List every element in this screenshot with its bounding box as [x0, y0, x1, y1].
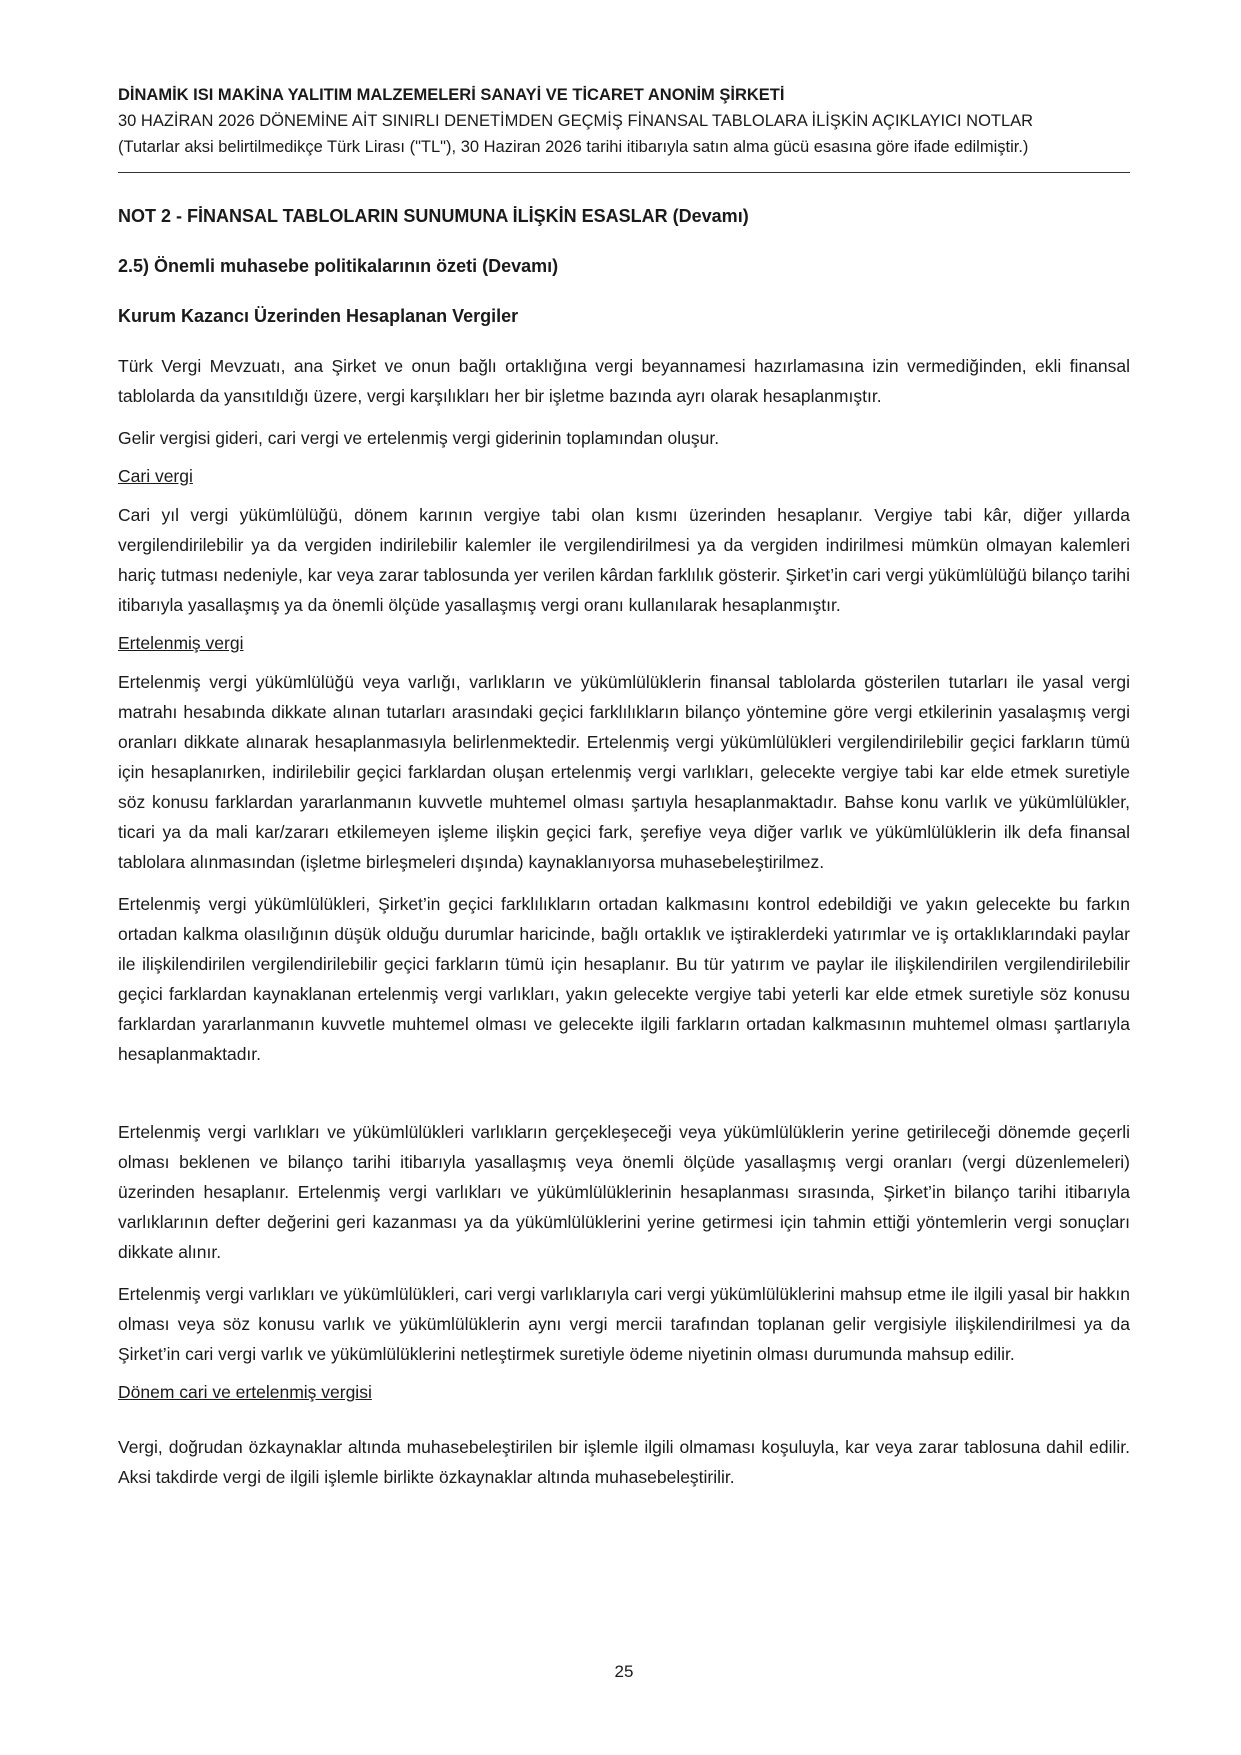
- company-name: DİNAMİK ISI MAKİNA YALITIM MALZEMELERİ SANAYİ VE TİCARET ANONİM ŞİRKETİ: [118, 86, 785, 104]
- page-number: 25: [614, 1662, 634, 1681]
- paragraph-4: Ertelenmiş vergi yükümlülüğü veya varlığı, varlıkların ve yükümlülüklerin finansal tablolarda gösterilen tutarları ile yasal vergi matrahı hesabında dikkate alınan tutarları arasındaki geçici farklılıkların bilanço yöntemine göre vergi etkilerinin yasalaşmış vergi oranları dikkate alınarak hesaplanmasıyla belirlenmektedir. Ertelenmiş vergi yükümlülükleri vergilendirilebilir geçici farkların tümü için hesaplanırken, indirilebilir geçici farklardan oluşan ertelenmiş vergi varlıkları, gelecekte vergiye tabi kar elde etmek suretiyle söz konusu farklardan yararlanmanın kuvvetle muhtemel olması şartıyla hesaplanmaktadır. Bahse konu varlık ve yükümlülükler, ticari ya da mali kar/zararı etkilemeyen işleme ilişkin geçici fark, şerefiye veya diğer varlık ve yükümlülüklerin ilk defa finansal tablolara alınmasından (işletme birleşmeleri dışında) kaynaklanıyorsa muhasebeleştirilmez.: [118, 672, 1130, 872]
- paragraph-5: Ertelenmiş vergi yükümlülükleri, Şirket’in geçici farklılıkların ortadan kalkmasını kontrol edebildiği ve yakın gelecekte bu farkın ortadan kalkma olasılığının düşük olduğu durumlar haricinde, bağlı ortaklık ve iştiraklerdeki yatırımlar ve iş ortaklıklarındaki paylar ile ilişkilendirilen vergilendirilebilir geçici farkların tümü için hesaplanır. Bu tür yatırım ve paylar ile ilişkilendirilen vergilendirilebilir geçici farklardan kaynaklanan ertelenmiş vergi varlıkları, yakın gelecekte vergiye tabi yeterli kar elde etmek suretiyle söz konusu farklardan yararlanmanın kuvvetle muhtemel olması ve gelecekte ilgili farkların ortadan kalkmasının muhtemel olması şartlarıyla hesaplanmaktadır.: [118, 894, 1130, 1064]
- paragraph-7: Ertelenmiş vergi varlıkları ve yükümlülükleri, cari vergi varlıklarıyla cari vergi yükümlülüklerini mahsup etme ile ilgili yasal bir hakkın olması veya söz konusu varlık ve yükümlülüklerin aynı vergi mercii tarafından toplanan gelir vergisiyle ilişkilendirilmesi ya da Şirket’in cari vergi varlık ve yükümlülüklerini netleştirmek suretiyle ödeme niyetinin olması durumunda mahsup edilir.: [118, 1284, 1130, 1364]
- header-divider: [118, 172, 1130, 173]
- page-header: [118, 82, 1130, 160]
- note-title: NOT 2 - FİNANSAL TABLOLARIN SUNUMUNA İLİŞKİN ESASLAR (Devamı): [118, 206, 749, 226]
- paragraph-8: Vergi, doğrudan özkaynaklar altında muhasebeleştirilen bir işlemle ilgili olmaması koşuluyla, kar veya zarar tablosuna dahil edilir. Aksi takdirde vergi de ilgili işlemle birlikte özkaynaklar altında muhasebeleştirilir.: [118, 1437, 1130, 1487]
- currency-note: (Tutarlar aksi belirtilmedikçe Türk Lirası ("TL"), 30 Haziran 2026 tarihi itibarıyla satın alma gücü esasına göre ifade edilmiştir.): [118, 138, 1029, 156]
- paragraph-3: Cari yıl vergi yükümlülüğü, dönem karının vergiye tabi olan kısmı üzerinden hesaplanır. Vergiye tabi kâr, diğer yıllarda vergilendirilebilir ya da vergiden indirilebilir kalemler ile vergilendirilmesi ya da vergiden indirilmesi mümkün olmayan kalemleri hariç tutması nedeniyle, kar veya zarar tablosunda yer verilen kârdan farklılık gösterir. Şirket’in cari vergi yükümlülüğü bilanço tarihi itibarıyla yasallaşmış ya da önemli ölçüde yasallaşmış vergi oranı kullanılarak hesaplanmıştır.: [118, 505, 1130, 615]
- paragraph-6: Ertelenmiş vergi varlıkları ve yükümlülükleri varlıkların gerçekleşeceği veya yükümlülüklerin yerine getirileceği dönemde geçerli olması beklenen ve bilanço tarihi itibarıyla yasallaşmış veya önemli ölçüde yasallaşmış vergi oranları (vergi düzenlemeleri) üzerinden hesaplanır. Ertelenmiş vergi varlıkları ve yükümlülüklerinin hesaplanması sırasında, Şirket’in bilanço tarihi itibarıyla varlıklarının defter değerini geri kazanması ya da yükümlülüklerini yerine getirmesi için tahmin ettiği yöntemlerin vergi sonuçları dikkate alınır.: [118, 1122, 1130, 1262]
- donem-vergisi-heading: Dönem cari ve ertelenmiş vergisi: [118, 1382, 372, 1402]
- section-subtitle: 2.5) Önemli muhasebe politikalarının özeti (Devamı): [118, 256, 559, 276]
- page-content: [118, 204, 1130, 1492]
- report-subtitle: 30 HAZİRAN 2026 DÖNEMİNE AİT SINIRLI DENETİMDEN GEÇMİŞ FİNANSAL TABLOLARA İLİŞKİN AÇIKLAYICI NOTLAR: [118, 112, 1034, 130]
- topic-title: Kurum Kazancı Üzerinden Hesaplanan Vergiler: [118, 306, 519, 326]
- ertelenmis-vergi-heading: Ertelenmiş vergi: [118, 633, 244, 653]
- cari-vergi-heading: Cari vergi: [118, 466, 193, 486]
- paragraph-1: Türk Vergi Mevzuatı, ana Şirket ve onun bağlı ortaklığına vergi beyannamesi hazırlamasına izin vermediğinden, ekli finansal tablolarda da yansıtıldığı üzere, vergi karşılıkları her bir işletme bazında ayrı olarak hesaplanmıştır.: [118, 356, 1130, 406]
- paragraph-2: Gelir vergisi gideri, cari vergi ve ertelenmiş vergi giderinin toplamından oluşur.: [118, 428, 720, 448]
